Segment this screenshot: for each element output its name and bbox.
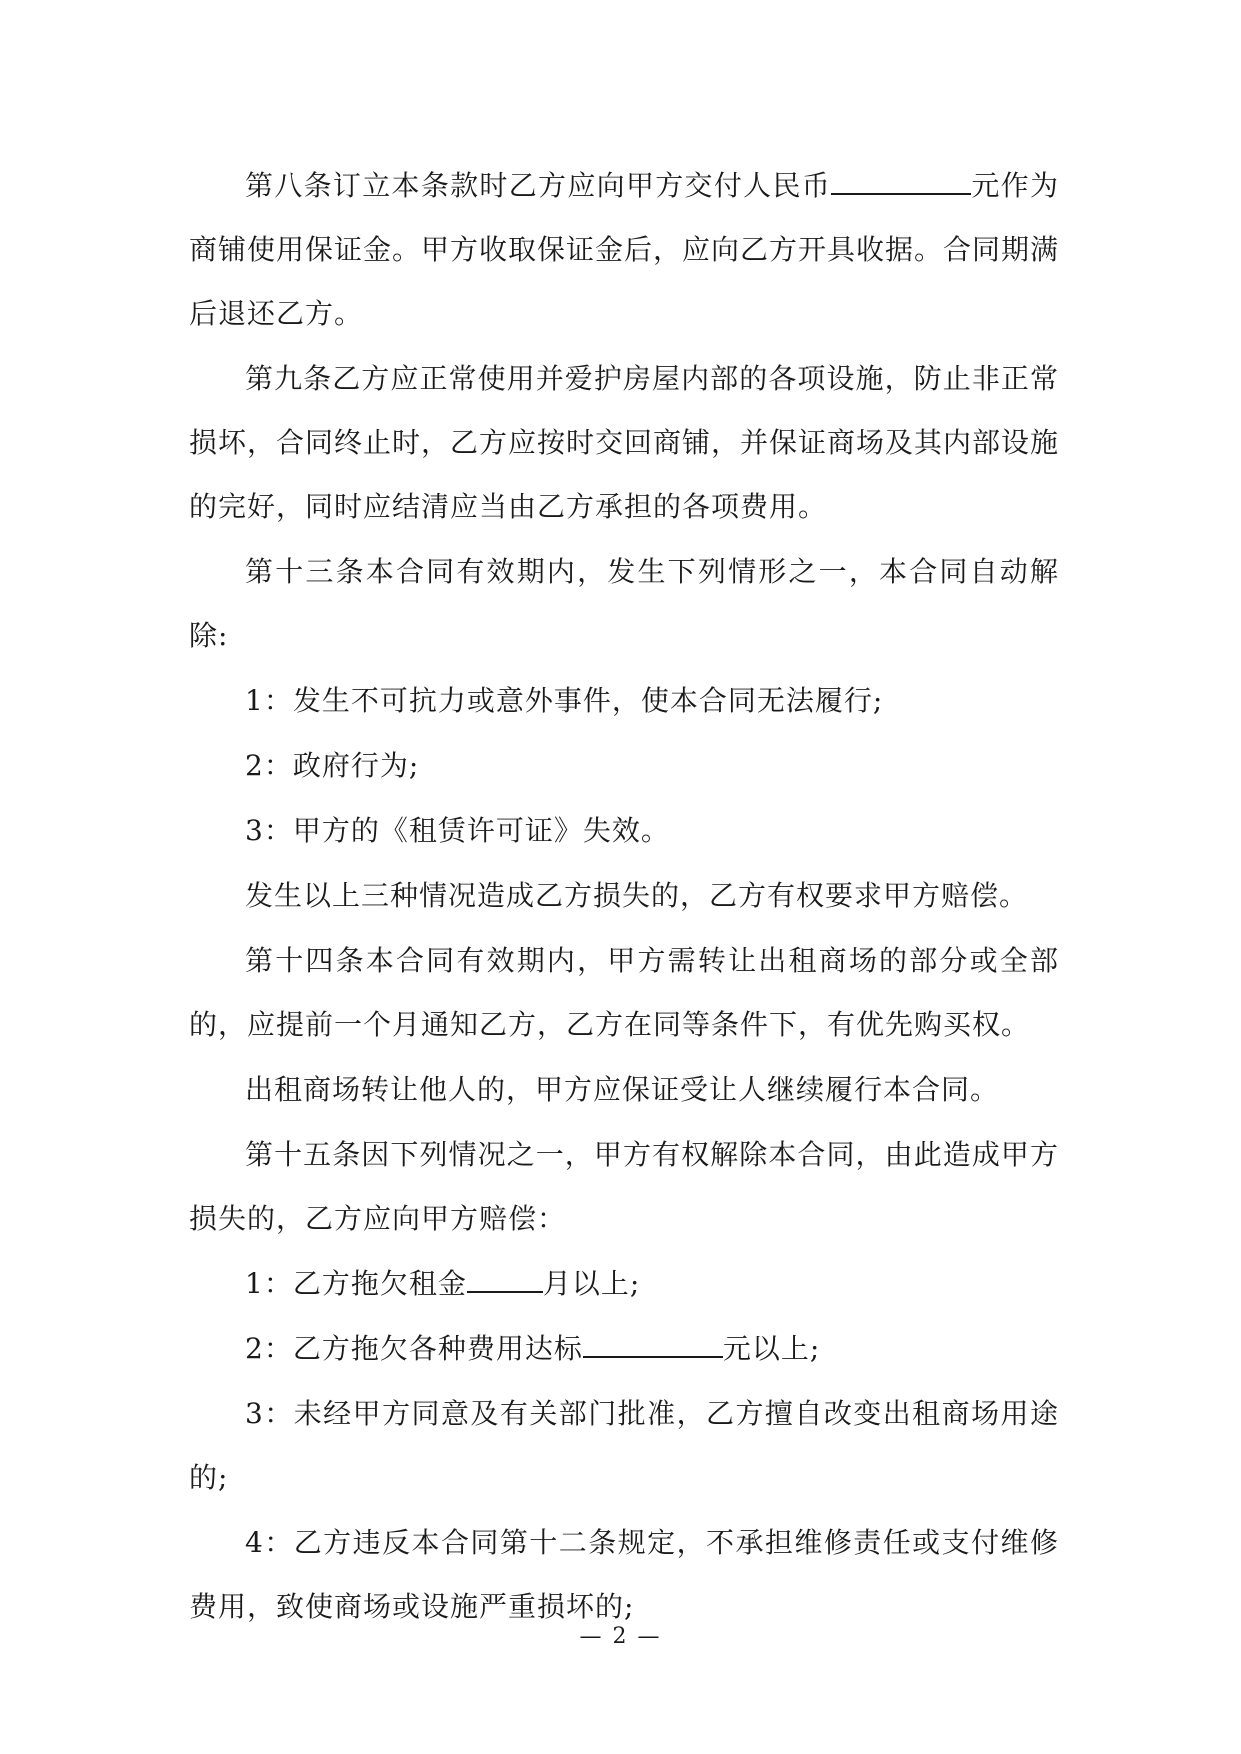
clause-15-item-2 xyxy=(189,1317,1059,1381)
months-blank xyxy=(467,1261,543,1293)
clause-15-item-4: 4：乙方违反本合同第十二条规定，不承担维修责任或支付维修费用，致使商场或设施严重损坏的; xyxy=(189,1526,1059,1623)
clause-15-item-1-after: 月以上; xyxy=(542,1267,641,1300)
clause-13-item-2: 2：政府行为; xyxy=(245,749,420,782)
clause-13-item-3: 3：甲方的《租赁许可证》失效。 xyxy=(245,814,670,847)
clause-14: 第十四条本合同有效期内，甲方需转让出租商场的部分或全部的，应提前一个月通知乙方，乙方在同等条件下，有优先购买权。 xyxy=(189,944,1059,1041)
clause-15-item-1-before: 1：乙方拖欠租金 xyxy=(245,1267,467,1300)
fee-amount-blank xyxy=(583,1326,723,1358)
clause-15-item-2-before: 2：乙方拖欠各种费用达标 xyxy=(245,1332,583,1365)
clause-13: 第十三条本合同有效期内，发生下列情形之一，本合同自动解除: xyxy=(189,555,1059,652)
clause-15: 第十五条因下列情况之一，甲方有权解除本合同，由此造成甲方损失的，乙方应向甲方赔偿： xyxy=(189,1138,1059,1235)
clause-13-item-1: 1：发生不可抗力或意外事件，使本合同无法履行; xyxy=(245,684,884,717)
clause-14-note: 出租商场转让他人的，甲方应保证受让人继续履行本合同。 xyxy=(245,1073,1000,1106)
clause-15-item-2-after: 元以上; xyxy=(722,1332,821,1365)
clause-8-text-after: 元作为商铺使用保证金。甲方收取保证金后，应向乙方开具收据。合同期满后退还乙方。 xyxy=(189,169,1060,330)
contract-body xyxy=(189,154,1059,1640)
clause-15-item-1 xyxy=(189,1252,1059,1316)
clause-8 xyxy=(189,154,1059,346)
page-number: — 2 — xyxy=(579,1624,662,1649)
clause-13-note: 发生以上三种情况造成乙方损失的，乙方有权要求甲方赔偿。 xyxy=(245,879,1029,912)
clause-9: 第九条乙方应正常使用并爱护房屋内部的各项设施，防止非正常损坏，合同终止时，乙方应按时交回商铺，并保证商场及其内部设施的完好，同时应结清应当由乙方承担的各项费用。 xyxy=(189,362,1060,523)
clause-8-text-before: 第八条订立本条款时乙方应向甲方交付人民币 xyxy=(245,169,832,202)
clause-15-item-3: 3：未经甲方同意及有关部门批准，乙方擅自改变出租商场用途的; xyxy=(189,1397,1059,1494)
deposit-amount-blank xyxy=(831,163,971,195)
